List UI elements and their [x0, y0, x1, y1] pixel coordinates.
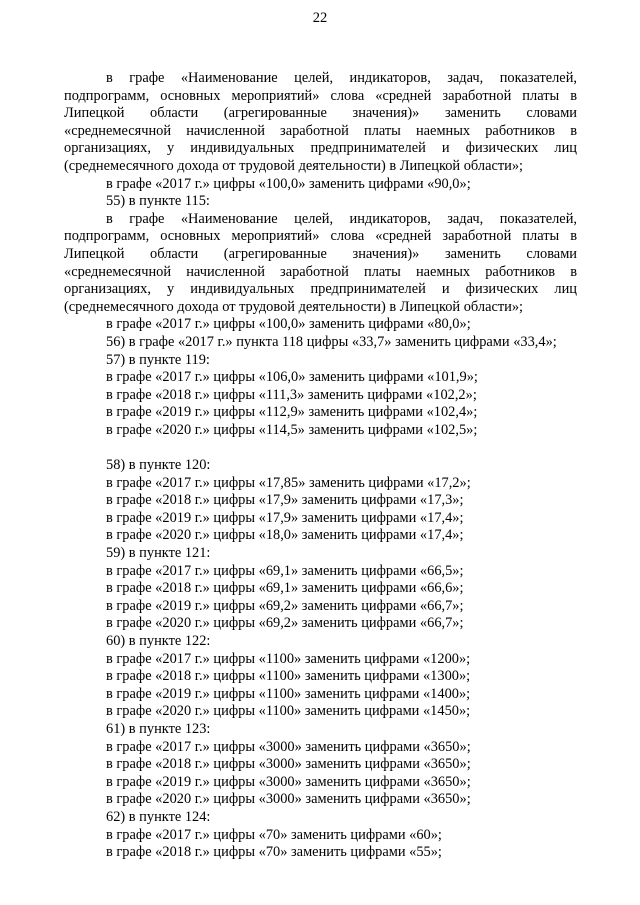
paragraph-line: организациях, у индивидуальных предпринимателей и физических лиц [64, 140, 577, 157]
item-heading: 62) в пункте 124: [106, 808, 211, 825]
amendment-line: в графе «2018 г.» цифры «1100» заменить цифрами «1300»; [106, 668, 471, 685]
amendment-line: в графе «2020 г.» цифры «18,0» заменить цифрами «17,4»; [106, 527, 464, 544]
item-heading: 56) в графе «2017 г.» пункта 118 цифры «33,7» заменить цифрами «33,4»; [106, 333, 557, 350]
amendment-line: в графе «2020 г.» цифры «1100» заменить цифрами «1450»; [106, 703, 471, 720]
amendment-line: в графе «2018 г.» цифры «69,1» заменить цифрами «66,6»; [106, 580, 464, 597]
item-heading: 60) в пункте 122: [106, 633, 211, 649]
amendment-line: в графе «2017 г.» цифры «70» заменить цифрами «60»; [106, 826, 442, 843]
amendment-line: в графе «2019 г.» цифры «1100» заменить цифрами «1400»; [106, 685, 471, 702]
item-heading: 57) в пункте 119: [106, 351, 210, 368]
amendment-line: в графе «2018 г.» цифры «3000» заменить цифрами «3650»; [106, 756, 471, 773]
amendment-line: в графе «2018 г.» цифры «70» заменить цифрами «55»; [106, 844, 442, 861]
paragraph-line: (среднемесячного дохода от трудовой деятельности) в Липецкой области»; [64, 298, 524, 315]
paragraph-line: «среднемесячной начисленной заработной платы наемных работников в [64, 263, 577, 280]
paragraph-line: в графе «Наименование целей, индикаторов, задач, показателей, [106, 210, 577, 227]
amendment-line: в графе «2019 г.» цифры «17,9» заменить цифрами «17,4»; [106, 509, 464, 526]
amendment-line: в графе «2019 г.» цифры «3000» заменить цифрами «3650»; [106, 773, 471, 790]
paragraph-line: организациях, у индивидуальных предпринимателей и физических лиц [64, 281, 577, 298]
amendment-line: в графе «2018 г.» цифры «111,3» заменить цифрами «102,2»; [106, 386, 477, 403]
amendment-line: в графе «2017 г.» цифры «69,1» заменить цифрами «66,5»; [106, 562, 464, 579]
amendment-line: в графе «2020 г.» цифры «69,2» заменить цифрами «66,7»; [106, 615, 464, 632]
paragraph-line: в графе «Наименование целей, индикаторов, задач, показателей, [106, 70, 577, 86]
amendment-line: в графе «2017 г.» цифры «100,0» заменить цифрами «90,0»; [106, 175, 471, 192]
amendment-line: в графе «2017 г.» цифры «17,85» заменить цифрами «17,2»; [106, 474, 471, 491]
paragraph-line: подпрограмм, основных мероприятий» слова «средней заработной платы в [64, 228, 577, 245]
amendment-line: в графе «2018 г.» цифры «17,9» заменить цифрами «17,3»; [106, 492, 464, 509]
blank-line [64, 439, 577, 457]
paragraph-line: Липецкой области (агрегированные значения)» заменить словами [64, 105, 577, 122]
paragraph-line: Липецкой области (агрегированные значения)» заменить словами [64, 245, 577, 262]
amendment-line: в графе «2020 г.» цифры «114,5» заменить цифрами «102,5»; [106, 421, 478, 438]
item-heading: 55) в пункте 115: [106, 193, 210, 210]
amendment-line: в графе «2019 г.» цифры «112,9» заменить цифрами «102,4»; [106, 404, 478, 421]
item-heading: 59) в пункте 121: [106, 545, 211, 562]
page-number: 22 [312, 10, 328, 26]
paragraph-line: «среднемесячной начисленной заработной платы наемных работников в [64, 122, 577, 139]
amendment-line: в графе «2020 г.» цифры «3000» заменить цифрами «3650»; [106, 791, 471, 808]
paragraph-line: (среднемесячного дохода от трудовой деятельности) в Липецкой области»; [64, 157, 524, 174]
amendment-line: в графе «2017 г.» цифры «1100» заменить цифрами «1200»; [106, 650, 471, 667]
amendment-line: в графе «2017 г.» цифры «100,0» заменить цифрами «80,0»; [106, 316, 471, 333]
item-heading: 58) в пункте 120: [106, 457, 211, 474]
amendment-line: в графе «2017 г.» цифры «106,0» заменить цифрами «101,9»; [106, 369, 478, 386]
item-heading: 61) в пункте 123: [106, 720, 211, 737]
paragraph-line: подпрограмм, основных мероприятий» слова «средней заработной платы в [64, 87, 577, 104]
amendment-line: в графе «2019 г.» цифры «69,2» заменить цифрами «66,7»; [106, 597, 464, 614]
document-body [64, 70, 577, 862]
amendment-line: в графе «2017 г.» цифры «3000» заменить цифрами «3650»; [106, 738, 471, 755]
